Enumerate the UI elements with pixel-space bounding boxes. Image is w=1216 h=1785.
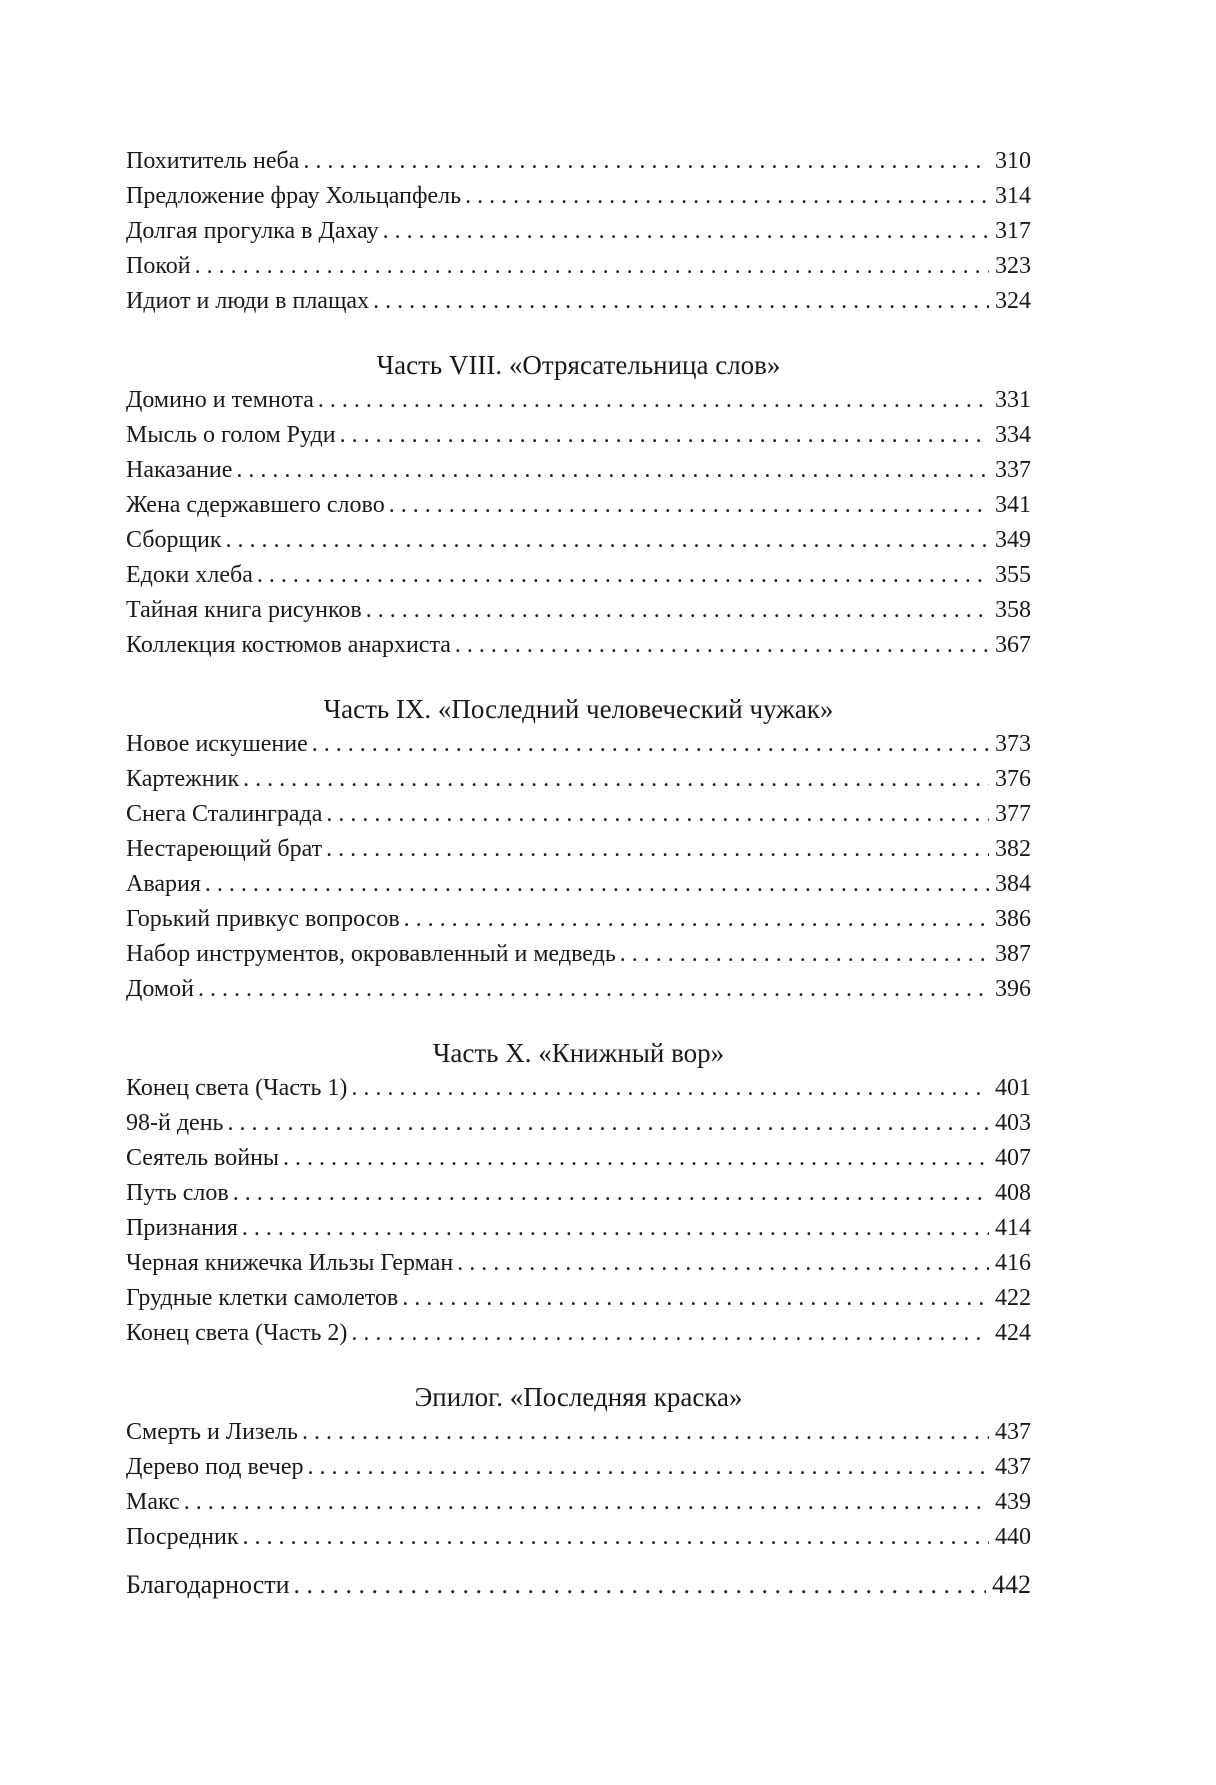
dot-leader [383,214,989,249]
dot-leader [307,1450,989,1485]
toc-section-part-10 [126,1036,1031,1351]
toc-section-part-8 [126,348,1031,663]
toc-entry[interactable] [126,1281,1031,1316]
dot-leader [455,628,989,663]
dot-leader [283,1141,989,1176]
dot-leader [312,727,989,762]
dot-leader [465,179,989,214]
toc-entry-page: 337 [995,457,1031,483]
toc-entry[interactable] [126,727,1031,762]
toc-entry-page: 414 [995,1215,1031,1241]
toc-entry[interactable] [126,1415,1031,1450]
toc-entry-page: 401 [995,1075,1031,1101]
toc-entry-title: Новое искушение [126,731,308,757]
toc-entry-page: 355 [995,562,1031,588]
toc-entry-page: 437 [995,1454,1031,1480]
section-heading: Часть IX. «Последний человеческий чужак» [323,694,834,724]
toc-entry-title: Признания [126,1215,238,1241]
toc-entry-title: Конец света (Часть 1) [126,1075,348,1101]
toc-entry-page: 407 [995,1145,1031,1171]
toc-entry[interactable] [126,1485,1031,1520]
toc-entry-title: Авария [126,871,201,897]
toc-entry-title: Макс [126,1489,180,1515]
toc-entry-title: Долгая прогулка в Дахау [126,218,379,244]
toc-entry[interactable] [126,249,1031,284]
toc-entry-title: Грудные клетки самолетов [126,1285,399,1311]
dot-leader [326,832,989,867]
toc-entry-title: Наказание [126,457,233,483]
toc-entry[interactable] [126,1520,1031,1555]
toc-entry[interactable] [126,762,1031,797]
toc-entry[interactable] [126,867,1031,902]
toc-entry[interactable] [126,214,1031,249]
toc-entry-title: Картежник [126,766,240,792]
toc-entry[interactable] [126,1141,1031,1176]
toc-entry-title: Домой [126,976,194,1002]
toc-entry[interactable] [126,453,1031,488]
toc-entry-page: 377 [995,801,1031,827]
toc-entry-title: Дерево под вечер [126,1454,304,1480]
toc-section-epilogue [126,1380,1031,1555]
toc-entry-page: 324 [995,288,1031,314]
toc-entry[interactable] [126,523,1031,558]
toc-entry-title: Путь слов [126,1180,229,1206]
toc-entry[interactable] [126,418,1031,453]
toc-entry-page: 408 [995,1180,1031,1206]
toc-entry-page: 334 [995,422,1031,448]
dot-leader [228,1106,990,1141]
dot-leader [233,1176,989,1211]
toc-entry-page: 367 [995,632,1031,658]
toc-entry-title: Едоки хлеба [126,562,253,588]
toc-entry-page: 440 [995,1524,1031,1550]
toc-entry-page: 387 [995,941,1031,967]
dot-leader [195,249,989,284]
toc-entry-page: 416 [995,1250,1031,1276]
toc-entry-page: 310 [995,148,1031,174]
dot-leader [302,1415,989,1450]
toc-entry-page: 424 [995,1320,1031,1346]
dot-leader [326,797,989,832]
toc-entry-page: 358 [995,597,1031,623]
toc-entry[interactable] [126,628,1031,663]
toc-entry-title: Благодарности [126,1570,290,1599]
toc-entry-page: 349 [995,527,1031,553]
dot-leader [226,523,990,558]
toc-entry[interactable] [126,1176,1031,1211]
dot-leader [243,762,989,797]
toc-entry-page: 323 [995,253,1031,279]
toc-entry-page: 386 [995,906,1031,932]
dot-leader [205,867,989,902]
toc-entry-page: 384 [995,871,1031,897]
table-of-contents [126,144,1031,1602]
dot-leader [242,1211,989,1246]
toc-entry[interactable] [126,797,1031,832]
toc-entry-page: 439 [995,1489,1031,1515]
toc-entry-title: Коллекция костюмов анархиста [126,632,451,658]
dot-leader [294,1567,986,1602]
toc-entry[interactable] [126,383,1031,418]
dot-leader [257,558,989,593]
toc-entry-title: Набор инструментов, окровавленный и медведь [126,941,616,967]
dot-leader [303,144,989,179]
toc-entry-page: 437 [995,1419,1031,1445]
dot-leader [318,383,989,418]
toc-entry-page: 314 [995,183,1031,209]
toc-entry[interactable] [126,593,1031,628]
toc-entry-title: Горький привкус вопросов [126,906,400,932]
section-heading: Часть X. «Книжный вор» [432,1038,725,1068]
toc-entry[interactable] [126,1106,1031,1141]
toc-entry[interactable] [126,902,1031,937]
toc-entry-title: Предложение фрау Хольцапфель [126,183,462,209]
toc-entry-title: Похититель неба [126,148,300,174]
toc-entry[interactable] [126,1316,1031,1351]
dot-leader [351,1071,989,1106]
toc-entry-title: Снега Сталинграда [126,801,323,827]
dot-leader [404,902,989,937]
toc-entry-page: 376 [995,766,1031,792]
toc-entry-title: Жена сдержавшего слово [126,492,385,518]
dot-leader [373,284,989,319]
dot-leader [340,418,989,453]
toc-entry-title: Нестареющий брат [126,836,323,862]
toc-entry[interactable] [126,144,1031,179]
toc-entry[interactable] [126,832,1031,867]
dot-leader [389,488,989,523]
toc-entry-title: Сеятель войны [126,1145,280,1171]
toc-entry-page: 403 [995,1110,1031,1136]
toc-entry-page: 442 [992,1570,1031,1599]
toc-entry-page: 382 [995,836,1031,862]
dot-leader [620,937,989,972]
toc-entry-title: Смерть и Лизель [126,1419,298,1445]
toc-entry-title: Идиот и люди в плащах [126,288,370,314]
dot-leader [184,1485,989,1520]
toc-entry[interactable] [126,1450,1031,1485]
toc-entry[interactable] [126,937,1031,972]
toc-entry[interactable] [126,284,1031,319]
toc-entry-page: 422 [995,1285,1031,1311]
dot-leader [242,1520,989,1555]
section-heading: Эпилог. «Последняя краска» [414,1382,743,1412]
toc-entry-title: Черная книжечка Ильзы Герман [126,1250,454,1276]
toc-entry-title: Посредник [126,1524,239,1550]
dot-leader [402,1281,989,1316]
toc-entry[interactable] [126,1246,1031,1281]
toc-entry[interactable] [126,488,1031,523]
toc-entry-page: 341 [995,492,1031,518]
toc-entry-title: Тайная книга рисунков [126,597,362,623]
toc-entry-title: Домино и темнота [126,387,314,413]
toc-entry-page: 317 [995,218,1031,244]
toc-entry-page: 373 [995,731,1031,757]
toc-entry-title: Конец света (Часть 2) [126,1320,348,1346]
toc-entry-page: 331 [995,387,1031,413]
toc-entry-title: Сборщик [126,527,222,553]
dot-leader [366,593,989,628]
toc-section-part-9 [126,692,1031,1007]
toc-entry-title: Мысль о голом Руди [126,422,336,448]
toc-entry[interactable] [126,1211,1031,1246]
toc-entry-acknowledgements[interactable] [126,1567,1031,1602]
toc-leading-group [126,144,1031,319]
toc-entry-title: 98-й день [126,1110,224,1136]
dot-leader [351,1316,989,1351]
toc-entry[interactable] [126,1071,1031,1106]
toc-entry[interactable] [126,972,1031,1007]
dot-leader [236,453,989,488]
section-heading: Часть VIII. «Отрясательница слов» [376,350,781,380]
dot-leader [457,1246,989,1281]
toc-entry-title: Покой [126,253,191,279]
dot-leader [198,972,989,1007]
toc-entry[interactable] [126,558,1031,593]
toc-entry[interactable] [126,179,1031,214]
toc-entry-page: 396 [995,976,1031,1002]
